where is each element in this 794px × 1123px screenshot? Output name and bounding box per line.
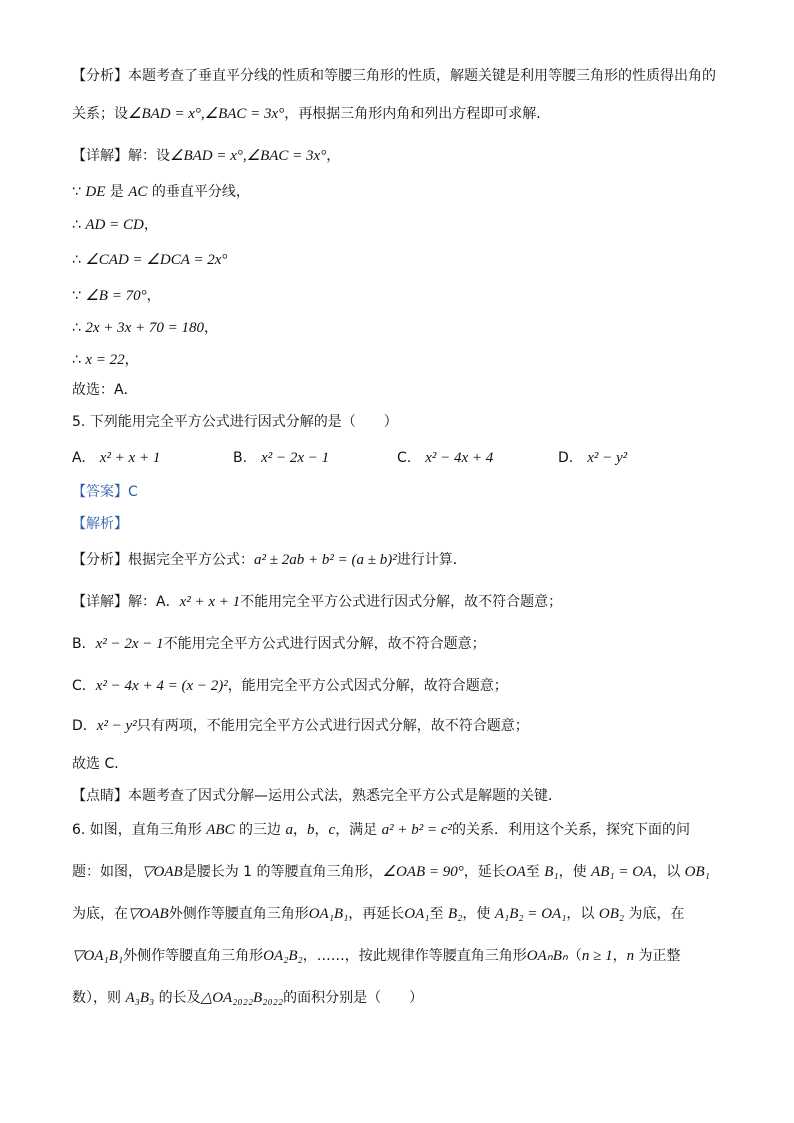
select-c: 故选 C． [72,756,129,772]
detail-line-4: ∴ ∠CAD = ∠DCA = 2x° [72,252,228,268]
option-d: D. x² − y² [558,450,628,466]
dianjing-line: 【点睛】本题考查了因式分解—运用公式法，熟悉完全平方公式是解题的关键． [72,788,562,804]
detail-q5-d: D．x² − y²只有两项，不能用完全平方公式进行因式分解，故不符合题意； [72,718,529,734]
option-a: A. x² + x + 1 [72,450,161,466]
answer-label: 【答案】C [72,484,138,500]
option-b: B. x² − 2x − 1 [233,450,330,466]
question-6-line-3: 为底，在▽OAB外侧作等腰直角三角形OA₁B₁，再延长OA₁至 B₂，使 A₁B₂ = OA₁，以 OB₂ 为底，在 [72,906,685,922]
detail-line-1: 【详解】解：设∠BAD = x°,∠BAC = 3x°， [72,148,341,164]
option-c: C. x² − 4x + 4 [397,450,494,466]
question-6-line-2: 题：如图，▽OAB是腰长为 1 的等腰直角三角形，∠OAB = 90°，延长OA至 B₁，使 AB₁ = OA，以 OB₁ [72,864,710,880]
question-5: 5. 下列能用完全平方公式进行因式分解的是（ ） [72,414,398,430]
detail-line-8: 故选：A． [72,382,138,398]
detail-line-5: ∵ ∠B = 70°， [72,288,161,304]
analysis-line-2: 关系；设∠BAD = x°,∠BAC = 3x°，再根据三角形内角和列出方程即可求解． [72,106,551,122]
detail-line-6: ∴ 2x + 3x + 70 = 180， [72,320,219,336]
detail-q5-b: B．x² − 2x − 1不能用完全平方公式进行因式分解，故不符合题意； [72,636,486,652]
question-6-line-5: 数），则 A₃B₃ 的长及△OA₂₀₂₂B₂₀₂₂的面积分别是（ ） [72,990,424,1006]
jiexi-label: 【解析】 [72,516,128,532]
analysis-line-1: 【分析】本题考查了垂直平分线的性质和等腰三角形的性质，解题关键是利用等腰三角形的性质得出角的 [72,68,716,84]
question-6-line-4: ▽OA₁B₁外侧作等腰直角三角形OA₂B₂，……，按此规律作等腰直角三角形OAₙBₙ（n ≥ 1，n 为正整 [72,948,681,964]
detail-q5-c: C．x² − 4x + 4 = (x − 2)²，能用完全平方公式因式分解，故符合题意； [72,678,508,694]
detail-line-3: ∴ AD = CD， [72,217,158,233]
detail-line-2: ∵ DE 是 AC 的垂直平分线， [72,184,250,200]
analysis-q5: 【分析】根据完全平方公式：a² ± 2ab + b² = (a ± b)²进行计算． [72,552,467,568]
question-6-line-1: 6. 如图，直角三角形 ABC 的三边 a，b，c，满足 a² + b² = c²的关系．利用这个关系，探究下面的问 [72,822,691,838]
detail-line-7: ∴ x = 22， [72,352,139,368]
detail-q5-a: 【详解】解：A．x² + x + 1不能用完全平方公式进行因式分解，故不符合题意； [72,594,563,610]
